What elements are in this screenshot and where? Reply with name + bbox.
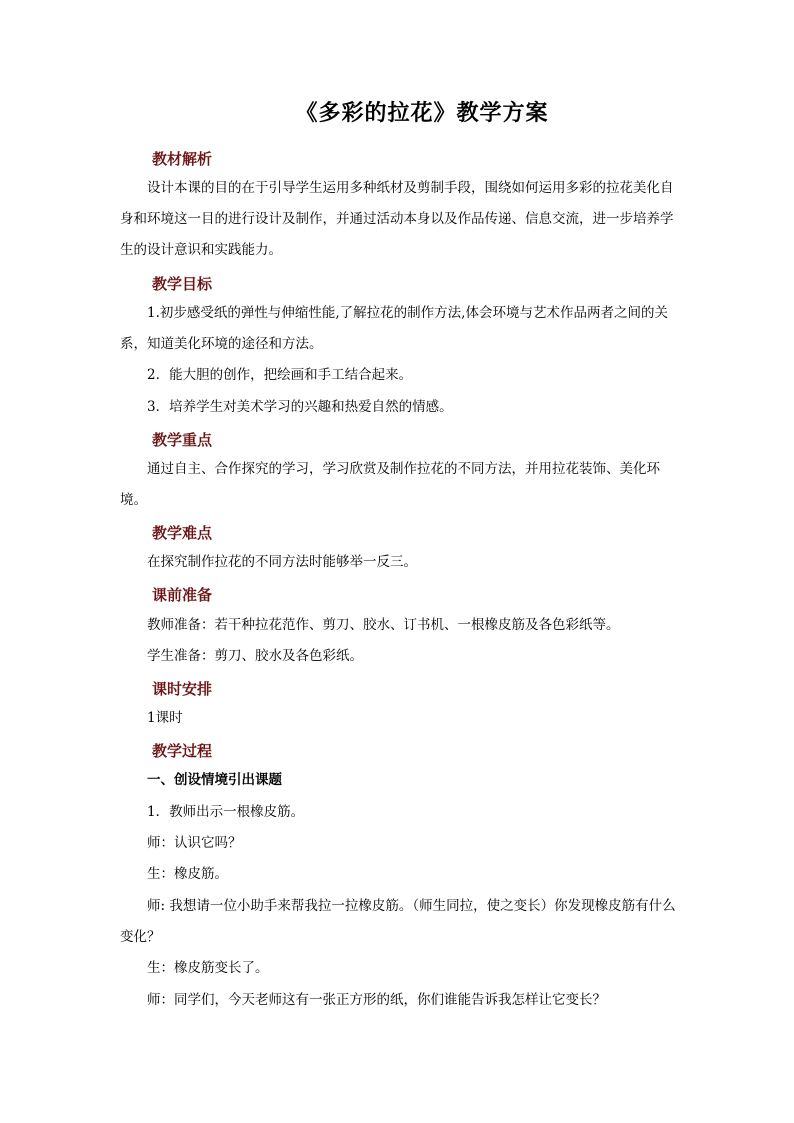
process-line-4: 师: 我想请一位小助手来帮我拉一拉橡皮筋。（师生同拉，使之变长）你发现橡皮筋有什么变化？ <box>120 898 676 945</box>
heading-difficulties: 教学难点 <box>152 524 213 542</box>
heading-schedule: 课时安排 <box>152 680 213 698</box>
student-preparation: 学生准备：剪刀、胶水及各色彩纸。 <box>147 648 363 664</box>
goal-item-2: 2．能大胆的创作，把绘画和手工结合起来。 <box>147 367 413 383</box>
teacher-preparation: 教师准备：若干种拉花范作、剪刀、胶水、订书机、一根橡皮筋及各色彩纸等。 <box>147 617 620 633</box>
heading-goals: 教学目标 <box>152 275 213 293</box>
keypoints-paragraph: 通过自主、合作探究的学习，学习欣赏及制作拉花的不同方法，并用拉花装饰、美化环境。 <box>120 461 660 508</box>
goal-item-1: 1.初步感受纸的弹性与伸缩性能,了解拉花的制作方法,体会环境与艺术作品两者之间的关系，知道美化环境的途径和方法。 <box>120 305 668 352</box>
heading-process: 教学过程 <box>152 742 213 760</box>
schedule-text: 1课时 <box>147 710 183 726</box>
analysis-paragraph: 设计本课的目的在于引导学生运用多种纸材及剪制手段，围绕如何运用多彩的拉花美化自身和环境这一目的进行设计及制作，并通过活动本身以及作品传递、信息交流，进一步培养学生的设计意识和实践能力。 <box>120 180 674 258</box>
difficulties-paragraph: 在探究制作拉花的不同方法时能够举一反三。 <box>147 554 417 570</box>
process-line-5: 生：橡皮筋变长了。 <box>147 960 269 976</box>
goal-item-3: 3．培养学生对美术学习的兴趣和热爱自然的情感。 <box>147 399 453 415</box>
process-line-6: 师：同学们，今天老师这有一张正方形的纸，你们谁能告诉我怎样让它变长？ <box>147 992 606 1008</box>
process-line-1: 1．教师出示一根橡皮筋。 <box>147 804 305 820</box>
process-subheading: 一、创设情境引出课题 <box>147 772 282 788</box>
process-line-2: 师：认识它吗？ <box>147 835 242 851</box>
process-line-3: 生：橡皮筋。 <box>147 866 228 882</box>
heading-preparation: 课前准备 <box>152 586 213 604</box>
document-title: 《多彩的拉花》教学方案 <box>295 100 549 126</box>
heading-analysis: 教材解析 <box>152 150 213 168</box>
heading-keypoints: 教学重点 <box>152 431 213 449</box>
